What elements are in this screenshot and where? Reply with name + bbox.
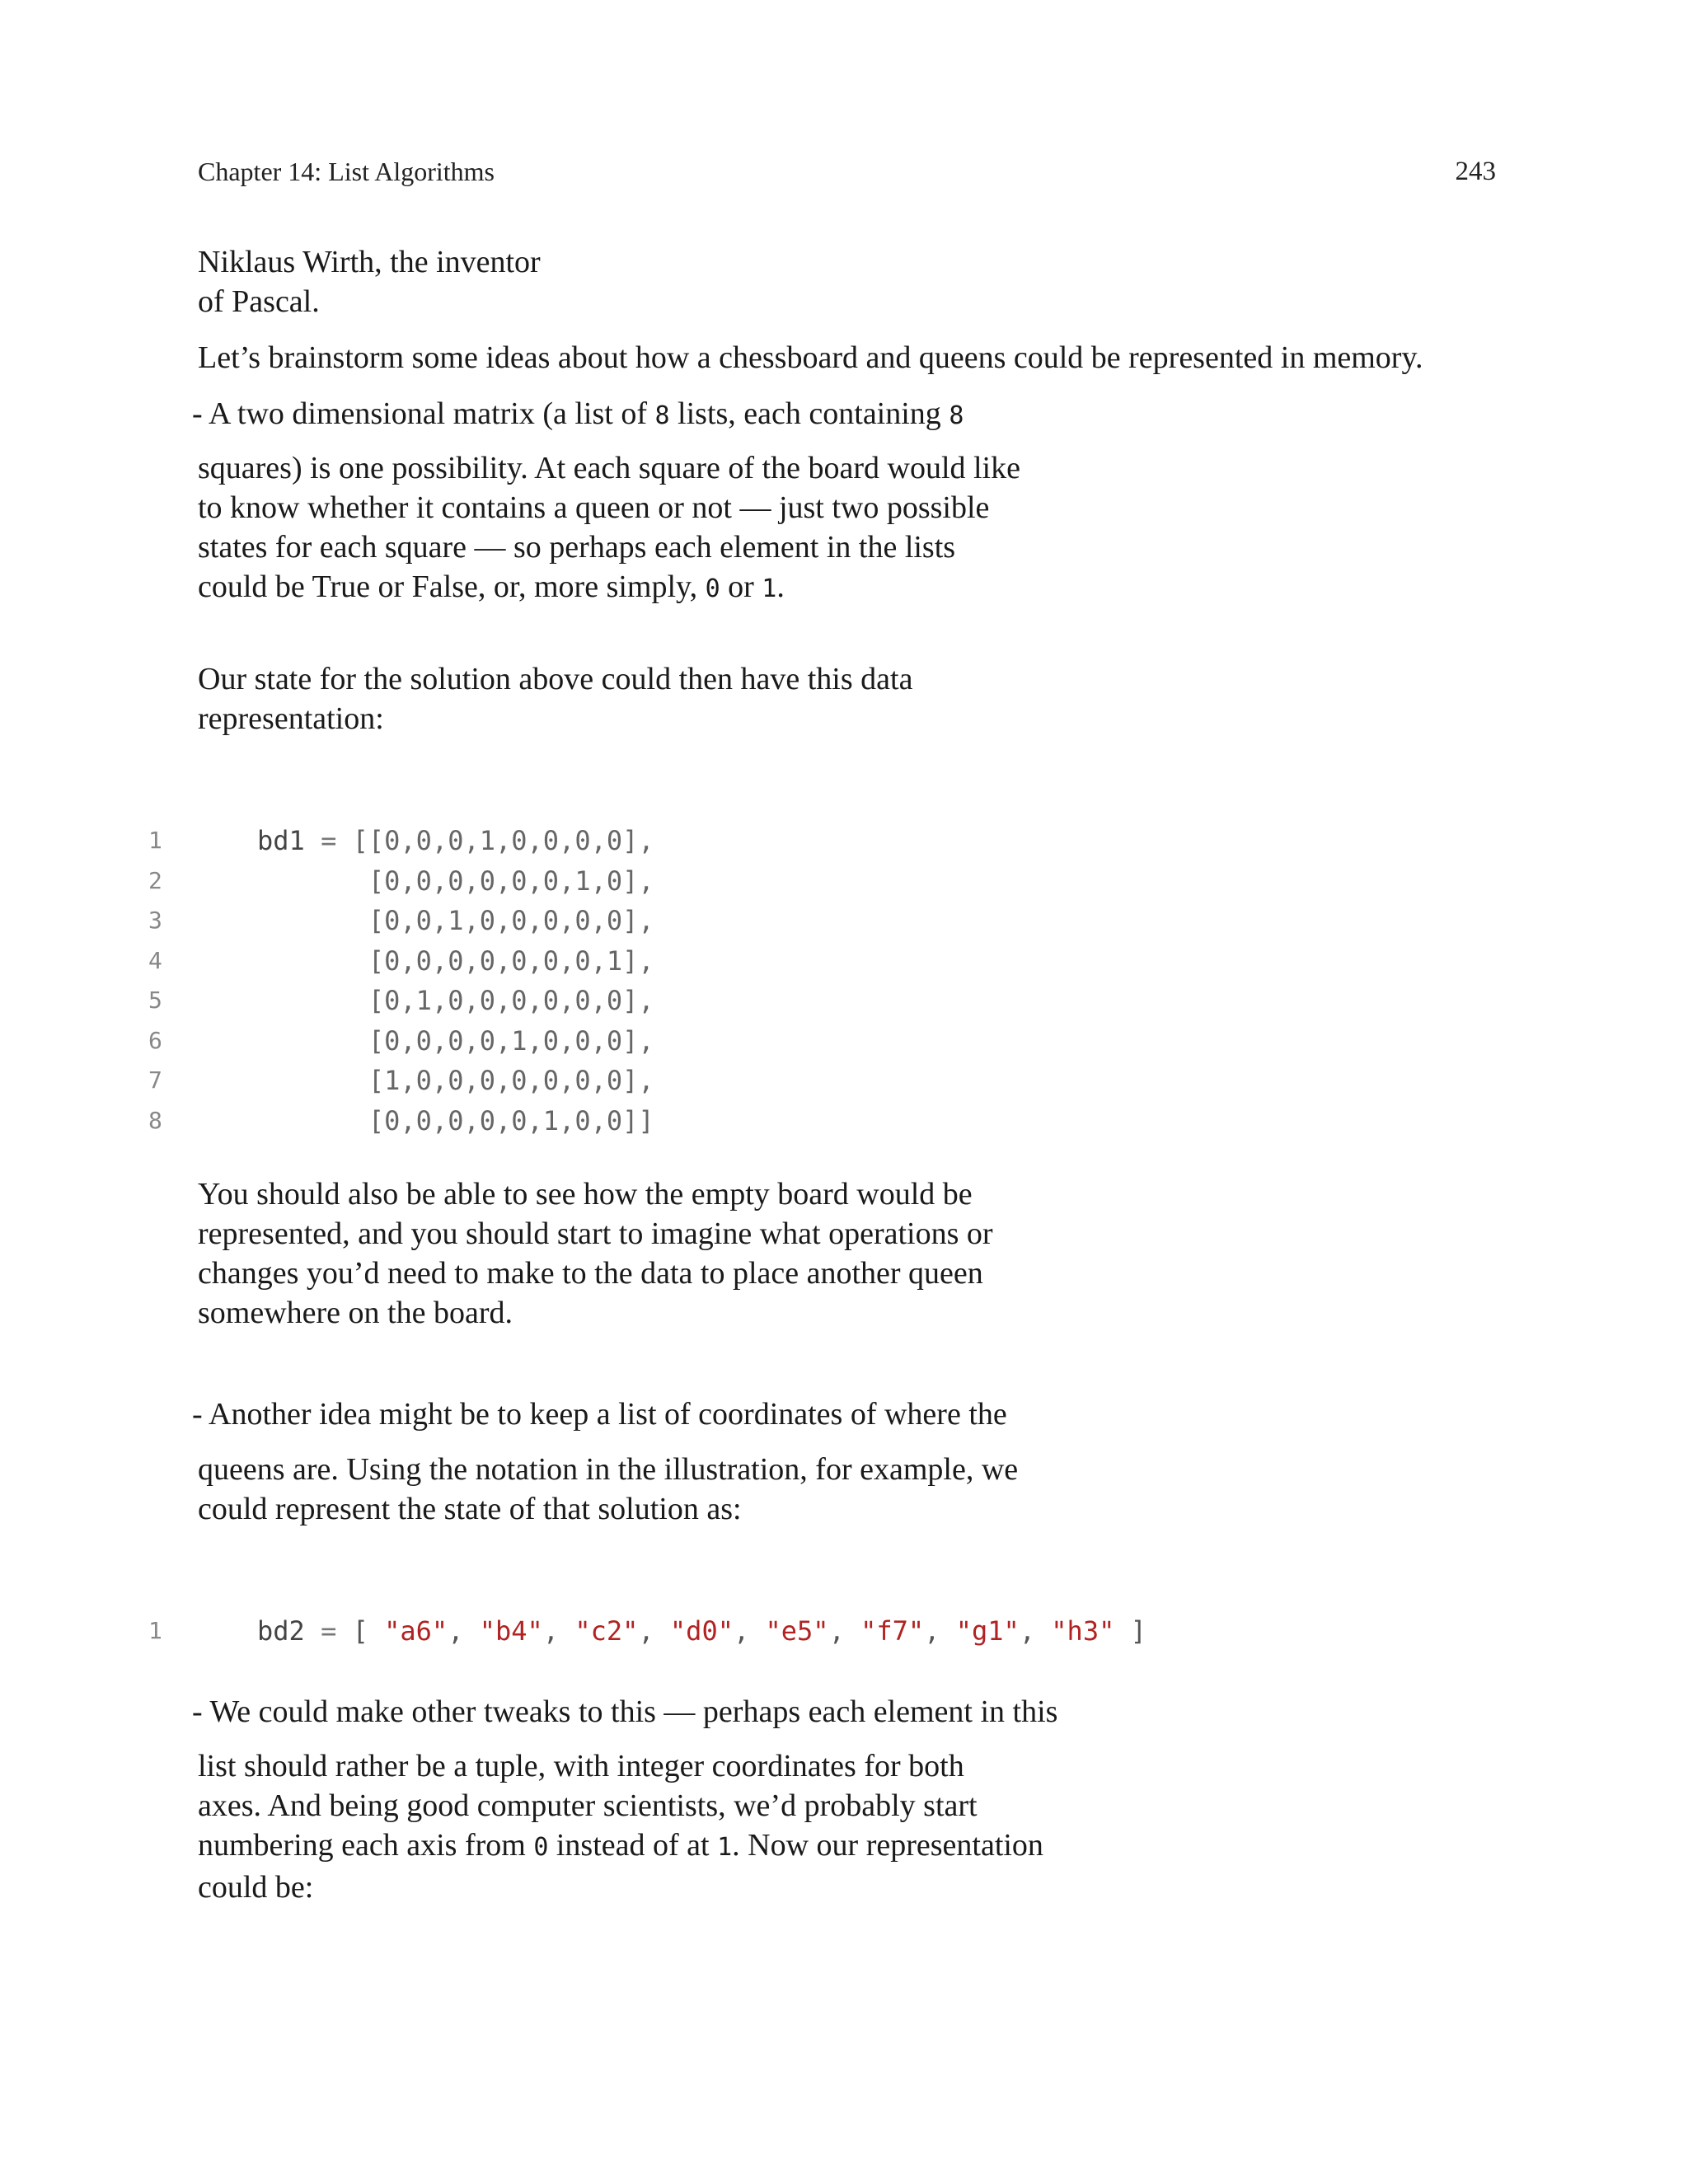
code-string: "a6": [384, 1615, 448, 1647]
code-line: [0, 1061, 1688, 1101]
text-line: Niklaus Wirth, the inventor: [198, 245, 541, 279]
code-punctuation: ,: [448, 1615, 480, 1647]
code-string: "g1": [955, 1615, 1020, 1647]
line-number: 6: [148, 1026, 162, 1054]
code-line: [0, 941, 1688, 982]
code-literal: [0,1,0,0,0,0,0,0],: [257, 985, 654, 1016]
page-number: 243: [1455, 157, 1496, 186]
chapter-title: Chapter 14: List Algorithms: [198, 157, 495, 186]
code-text: [257, 1021, 654, 1062]
text-line: changes you’d need to make to the data to place another queen: [198, 1256, 983, 1291]
paragraph-matrix-detail: [198, 448, 1020, 609]
code-literal: [0,0,0,0,0,0,1,0],: [257, 865, 654, 897]
text-run: could be True or False, or, more simply,: [198, 569, 706, 604]
code-literal: [1,0,0,0,0,0,0,0],: [257, 1065, 654, 1096]
code-literal: [0,0,0,0,0,1,0,0]]: [257, 1104, 654, 1137]
inline-code: 1: [717, 1833, 733, 1862]
text-run: .: [776, 569, 785, 604]
code-text: [257, 861, 654, 902]
inline-code: 8: [654, 401, 670, 430]
code-text: [257, 821, 654, 861]
code-string: "f7": [860, 1615, 925, 1647]
code-text: [257, 1611, 1146, 1652]
code-string: "b4": [479, 1615, 543, 1647]
inline-code: 8: [949, 401, 964, 430]
text-line: of Pascal.: [198, 284, 320, 319]
code-line: [0, 981, 1688, 1021]
text-line: list should rather be a tuple, with integer coordinates for both: [198, 1749, 964, 1783]
inline-code: 0: [533, 1833, 549, 1862]
paragraph-matrix-intro: [192, 394, 964, 436]
code-punctuation: [: [336, 1615, 385, 1647]
inline-code: 1: [762, 574, 777, 603]
code-block-bd1: [0, 821, 1688, 1141]
code-operator: =: [321, 825, 337, 856]
text-line: to know whether it contains a queen or not — just two possible: [198, 490, 990, 525]
text-line: states for each square — so perhaps each element in the lists: [198, 530, 956, 565]
code-line: [0, 901, 1688, 941]
code-block-bd2: [0, 1611, 1688, 1652]
text-run: numbering each axis from: [198, 1828, 534, 1863]
code-operator: =: [321, 1615, 337, 1647]
text-run: lists, each containing: [669, 396, 950, 431]
text-line: queens are. Using the notation in the illustration, for example, we: [198, 1452, 1019, 1487]
code-string: "c2": [574, 1615, 639, 1647]
code-punctuation: ,: [638, 1615, 670, 1647]
text-line: could be:: [198, 1870, 314, 1905]
line-number: 5: [148, 987, 162, 1014]
code-text: [257, 1101, 654, 1141]
code-punctuation: ,: [733, 1615, 766, 1647]
line-number: 3: [148, 907, 162, 934]
paragraph-brainstorm: Let’s brainstorm some ideas about how a chessboard and queens could be represented in memory.: [198, 340, 1423, 375]
code-text: [257, 901, 654, 941]
code-string: "e5": [765, 1615, 829, 1647]
text-line: You should also be able to see how the empty board would be: [198, 1177, 973, 1212]
paragraph-tweaks-detail: [198, 1746, 1043, 1907]
line-number: 7: [148, 1066, 162, 1094]
code-line: [0, 861, 1688, 902]
line-number: 2: [148, 866, 162, 894]
code-line: [0, 1611, 1688, 1652]
code-punctuation: ,: [1019, 1615, 1052, 1647]
text-run: instead of at: [548, 1828, 718, 1863]
text-line: could represent the state of that solution as:: [198, 1492, 742, 1526]
code-punctuation: ,: [924, 1615, 956, 1647]
code-line: [0, 1021, 1688, 1062]
text-line: representation:: [198, 701, 384, 736]
paragraph-wirth: [198, 242, 541, 321]
paragraph-coordinates-intro: - Another idea might be to keep a list of coordinates of where the: [192, 1397, 1007, 1432]
text-line: somewhere on the board.: [198, 1296, 513, 1330]
text-line: represented, and you should start to imagine what operations or: [198, 1216, 993, 1251]
code-line: [0, 821, 1688, 861]
line-number: 1: [148, 1617, 162, 1644]
text-line: axes. And being good computer scientists, we’d probably start: [198, 1788, 978, 1823]
code-string: "h3": [1051, 1615, 1115, 1647]
code-text: [257, 941, 654, 982]
code-literal: [0,0,0,0,0,0,0,1],: [257, 944, 654, 977]
paragraph-coordinates-detail: [198, 1450, 1018, 1529]
code-punctuation: ]: [1114, 1615, 1146, 1647]
line-number: 4: [148, 946, 162, 974]
code-punctuation: ,: [828, 1615, 861, 1647]
text-run: . Now our representation: [732, 1828, 1043, 1863]
code-text: [257, 1061, 654, 1101]
text-line: Our state for the solution above could then have this data: [198, 662, 913, 696]
code-literal: [0,0,0,0,1,0,0,0],: [257, 1024, 654, 1057]
paragraph-empty-board: [198, 1174, 993, 1333]
code-identifier: bd2: [257, 1615, 321, 1647]
code-literal: [[0,0,0,1,0,0,0,0],: [336, 825, 654, 856]
code-punctuation: ,: [542, 1615, 575, 1647]
code-text: [257, 981, 654, 1021]
line-number: 1: [148, 827, 162, 854]
code-line: [0, 1101, 1688, 1141]
paragraph-tweaks-intro: - We could make other tweaks to this — perhaps each element in this: [192, 1694, 1058, 1729]
code-string: "d0": [669, 1615, 734, 1647]
paragraph-state: [198, 659, 912, 738]
line-number: 8: [148, 1106, 162, 1134]
text-run: - A two dimensional matrix (a list of: [192, 396, 655, 431]
code-literal: [0,0,1,0,0,0,0,0],: [257, 905, 654, 936]
code-identifier: bd1: [257, 825, 321, 856]
text-run: or: [720, 569, 762, 604]
inline-code: 0: [705, 574, 720, 603]
text-line: squares) is one possibility. At each square of the board would like: [198, 451, 1020, 485]
